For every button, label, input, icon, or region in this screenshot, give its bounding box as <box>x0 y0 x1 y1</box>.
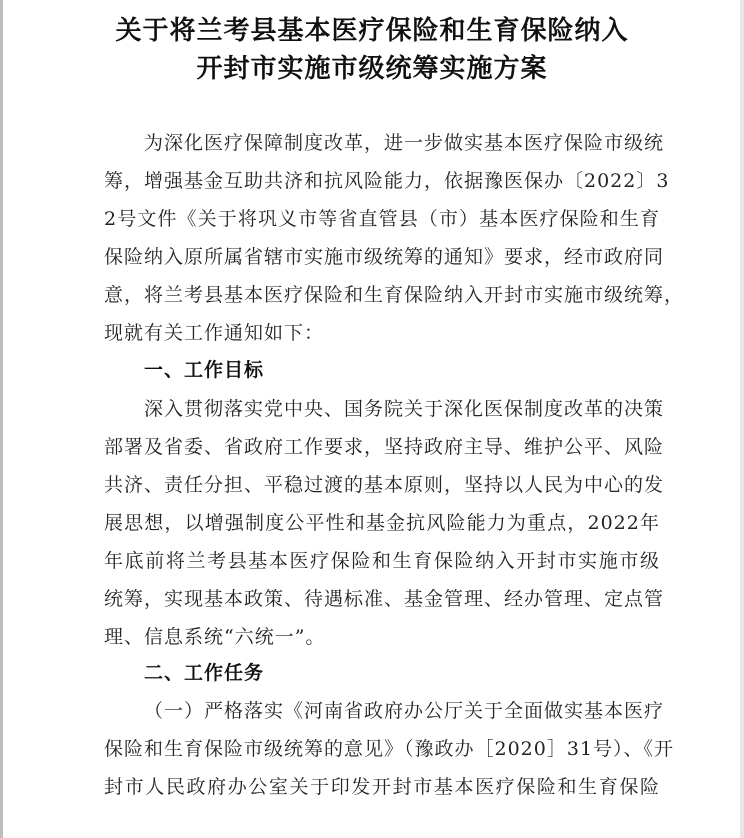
section2-line: 保险和生育保险市级统筹的意见》（豫政办［2020］31号）、《开 <box>104 738 675 760</box>
page-left-border <box>0 0 3 838</box>
section1-line: 共济、责任分担、平稳过渡的基本原则，坚持以人民为中心的发 <box>104 474 665 496</box>
document-title-line-1: 关于将兰考县基本医疗保险和生育保险纳入 <box>115 16 629 46</box>
intro-line: 筹，增强基金互助共济和抗风险能力，依据豫医保办〔2022〕3 <box>104 170 670 192</box>
section2-line: 封市人民政府办公室关于印发开封市基本医疗保险和生育保险 <box>104 776 660 798</box>
page-right-border <box>740 0 744 838</box>
section-heading-goals: 一、工作目标 <box>144 359 265 381</box>
section-heading-tasks: 二、工作任务 <box>144 662 265 684</box>
section1-line: 理、信息系统“六统一”。 <box>104 626 326 648</box>
intro-line: 为深化医疗保障制度改革，进一步做实基本医疗保险市级统 <box>144 132 665 154</box>
section1-line: 深入贯彻落实党中央、国务院关于深化医保制度改革的决策 <box>144 398 665 420</box>
section2-line: （一）严格落实《河南省政府办公厅关于全面做实基本医疗 <box>144 700 665 722</box>
section1-line: 展思想，以增强制度公平性和基金抗风险能力为重点，2022年 <box>104 512 660 534</box>
intro-line: 意，将兰考县基本医疗保险和生育保险纳入开封市实施市级统筹， <box>104 284 685 306</box>
intro-line: 保险纳入原所属省辖市实施市级统筹的通知》要求，经市政府同 <box>104 246 665 268</box>
intro-line: 2号文件《关于将巩义市等省直管县（市）基本医疗保险和生育 <box>104 208 660 230</box>
section1-line: 统筹，实现基本政策、待遇标准、基金管理、经办管理、定点管 <box>104 588 665 610</box>
document-title-line-2: 开封市实施市级统筹实施方案 <box>196 54 548 84</box>
intro-line: 现就有关工作通知如下： <box>104 322 325 344</box>
section1-line: 部署及省委、省政府工作要求，坚持政府主导、维护公平、风险 <box>104 436 665 458</box>
section1-line: 年底前将兰考县基本医疗保险和生育保险纳入开封市实施市级 <box>104 550 660 572</box>
